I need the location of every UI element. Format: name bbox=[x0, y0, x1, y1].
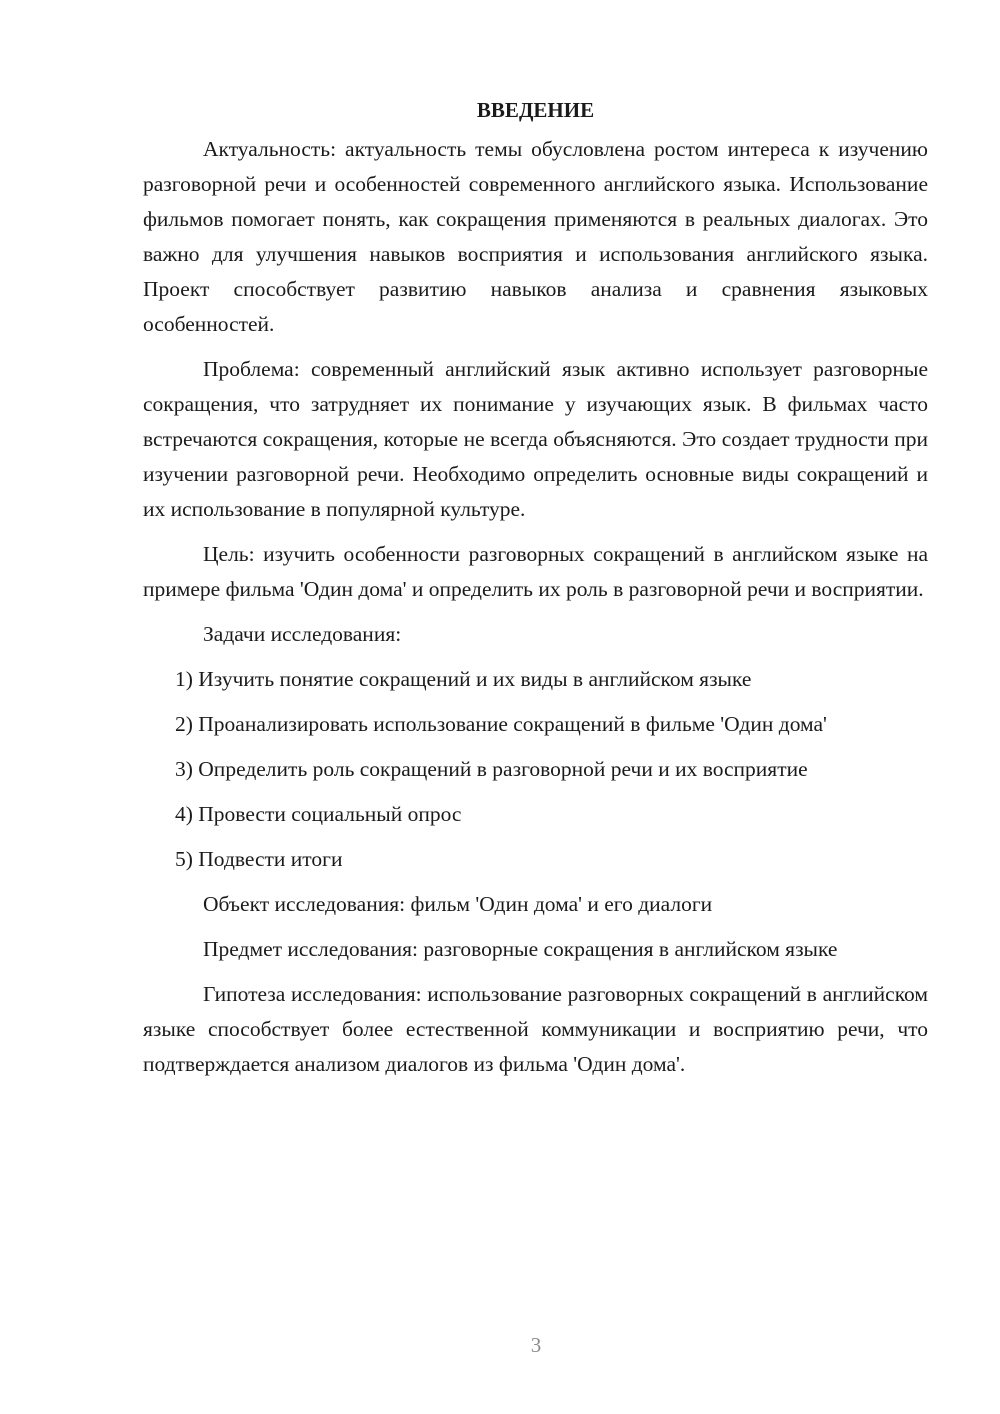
goal-paragraph: Цель: изучить особенности разговорных сокращений в английском языке на примере фильма 'Один дома' и определить их роль в разговорной речи и восприятии. bbox=[143, 542, 928, 601]
task-item-5: 5) Подвести итоги bbox=[175, 847, 343, 871]
section-title: ВВЕДЕНИЕ bbox=[476, 98, 595, 122]
subject-paragraph: Предмет исследования: разговорные сокращения в английском языке bbox=[203, 937, 838, 961]
object-paragraph: Объект исследования: фильм 'Один дома' и его диалоги bbox=[203, 892, 713, 916]
page-number: 3 bbox=[530, 1333, 542, 1357]
problem-paragraph: Проблема: современный английский язык активно использует разговорные сокращения, что затрудняет их понимание у изучающих язык. В фильмах часто встречаются сокращения, которые не всегда объясняются. Это создает трудности при изучении разговорной речи. Необходимо определить основные виды сокращений и их использование в популярной культуре. bbox=[143, 357, 928, 521]
hypothesis-paragraph: Гипотеза исследования: использование разговорных сокращений в английском языке способствует более естественной коммуникации и восприятию речи, что подтверждается анализом диалогов из фильма 'Один дома'. bbox=[143, 982, 928, 1076]
task-item-4: 4) Провести социальный опрос bbox=[175, 802, 462, 826]
task-item-3: 3) Определить роль сокращений в разговорной речи и их восприятие bbox=[175, 757, 808, 781]
relevance-paragraph: Актуальность: актуальность темы обусловлена ростом интереса к изучению разговорной речи и особенностей современного английского языка. Использование фильмов помогает понять, как сокращения применяются в реальных диалогах. Это важно для улучшения навыков восприятия и использования английского языка. Проект способствует развитию навыков анализа и сравнения языковых особенностей. bbox=[143, 137, 928, 336]
task-item-1: 1) Изучить понятие сокращений и их виды в английском языке bbox=[175, 667, 752, 691]
page-content bbox=[143, 92, 928, 1092]
tasks-heading: Задачи исследования: bbox=[203, 622, 402, 646]
task-item-2: 2) Проанализировать использование сокращений в фильме 'Один дома' bbox=[175, 712, 827, 736]
